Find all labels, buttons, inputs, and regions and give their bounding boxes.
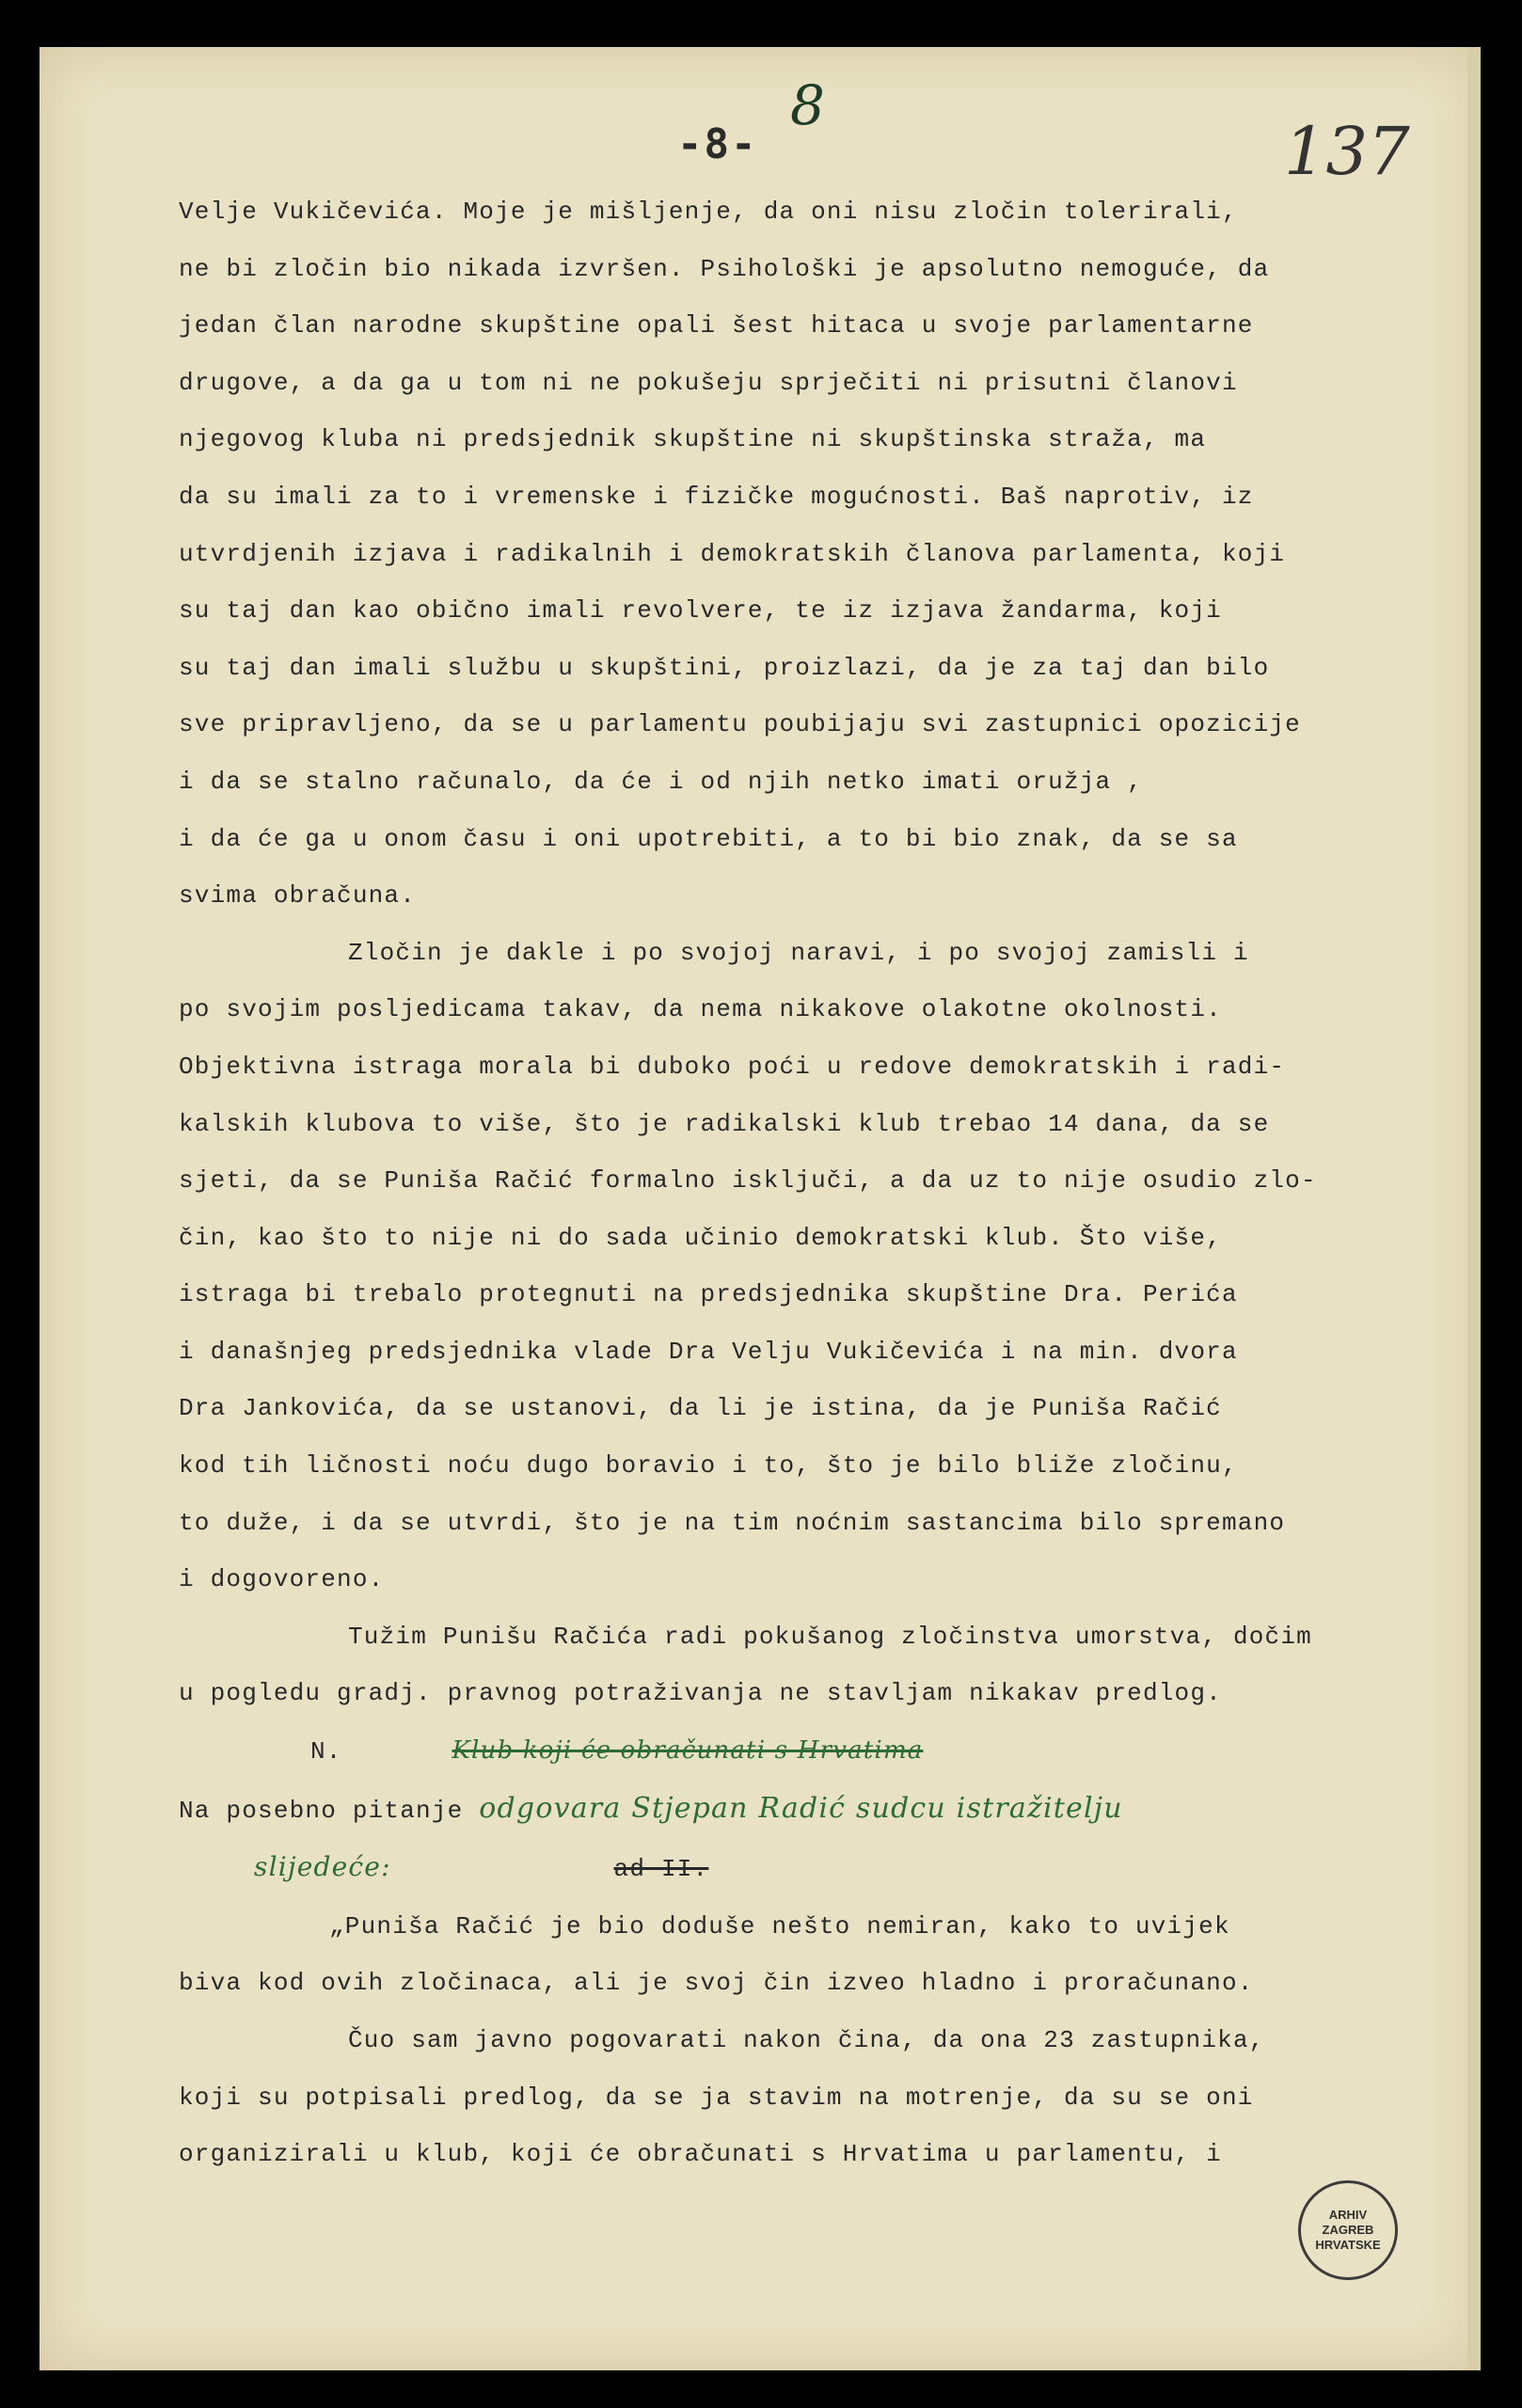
sub-heading: ad II. <box>613 1855 709 1884</box>
text-line: i današnjeg predsjednika vlade Dra Velju Vukičevića i na min. dvora <box>179 1337 1238 1366</box>
text-line: po svojim posljedicama takav, da nema nikakove olakotne okolnosti. <box>179 995 1222 1024</box>
text-line: i da se stalno računalo, da će i od njih netko imati oružja , <box>179 767 1143 796</box>
answer-continuation <box>179 1839 1383 1898</box>
text-line: sve pripravljeno, da se u parlamentu poubijaju svi zastupnici opozicije <box>179 710 1301 739</box>
text-line: kod tih ličnosti noću dugo boravio i to, što je bilo bliže zločinu, <box>179 1451 1238 1481</box>
archive-stamp <box>1298 2180 1398 2280</box>
text-line: Dra Jankovića, da se ustanovi, da li je istina, da je Puniša Račić <box>179 1394 1222 1423</box>
text-line: biva kod ovih zločinaca, ali je svoj čin izveo hladno i proračunano. <box>179 1969 1254 1998</box>
stamp-top-text: ARHIV <box>1328 2208 1368 2222</box>
handwritten-struck-note: Klub koji će obračunati s Hrvatima <box>452 1736 924 1766</box>
document-body <box>179 183 1383 2183</box>
question-line <box>179 1781 1383 1840</box>
text-line: drugove, a da ga u tom ni ne pokušeju sprječiti ni prisutni članovi <box>179 368 1238 397</box>
text-line: organizirali u klub, koji će obračunati s Hrvatima u parlamentu, i <box>179 2140 1222 2169</box>
handwritten-answer: odgovara Stjepan Radić sudcu istražitelju <box>479 1791 1123 1825</box>
text-line: kalskih klubova to više, što je radikalski klub trebao 14 dana, da se <box>179 1109 1270 1138</box>
text-line: sjeti, da se Puniša Račić formalno isključi, a da uz to nije osudio zlo- <box>179 1166 1317 1196</box>
folio-number: 137 <box>1284 113 1410 190</box>
text-line: su taj dan kao obično imali revolvere, te iz izjava žandarma, koji <box>179 596 1222 626</box>
paragraph-4 <box>179 1898 1383 2012</box>
typed-page-marker: -8- <box>677 120 758 168</box>
text-line: njegovog kluba ni predsjednik skupštine ni skupštinska straža, ma <box>179 425 1207 454</box>
text-line: to duže, i da se utvrdi, što je na tim noćnim sastancima bilo spremano <box>179 1508 1286 1537</box>
text-line: jedan član narodne skupštine opali šest hitaca u svoje parlamentarne <box>179 311 1254 341</box>
text-line: ne bi zločin bio nikada izvršen. Psihološki je apsolutno nemoguće, da <box>179 254 1270 283</box>
text-line: u pogledu gradj. pravnog potraživanja ne stavljam nikakav predlog. <box>179 1679 1222 1708</box>
text-line: čin, kao što to nije ni do sada učinio demokratski klub. Što više, <box>179 1223 1222 1252</box>
paragraph-2 <box>179 925 1383 1608</box>
paragraph-3 <box>179 1608 1383 1722</box>
paragraph-5 <box>179 2012 1383 2183</box>
text-line: Objektivna istraga morala bi duboko poći u redove demokratskih i radi- <box>179 1052 1286 1081</box>
text-line: Velje Vukičevića. Moje je mišljenje, da oni nisu zločin tolerirali, <box>179 198 1238 226</box>
sheet-edge <box>1467 47 1481 2370</box>
text-line: i dogovoreno. <box>179 1565 385 1594</box>
paragraph-1 <box>179 183 1383 925</box>
text-line: koji su potpisali predlog, da se ja stavim na motrenje, da su se oni <box>179 2083 1254 2112</box>
text-line: istraga bi trebalo protegnuti na predsjednika skupštine Dra. Perića <box>179 1280 1238 1309</box>
text-line: Zločin je dakle i po svojoj naravi, i po svojoj zamisli i <box>348 938 1249 967</box>
handwritten-answer-2: slijedeće: <box>254 1851 391 1883</box>
section-number: N. <box>310 1737 342 1766</box>
text-line: „Puniša Račić je bio doduše nešto nemiran, kako to uvijek <box>329 1911 1230 1941</box>
handwritten-page-number: 8 <box>790 73 825 137</box>
stamp-middle-text: ZAGREB <box>1322 2223 1374 2237</box>
question-text: Na posebno pitanje <box>179 1796 464 1825</box>
text-line: Čuo sam javno pogovarati nakon čina, da ona 23 zastupnika, <box>348 2026 1265 2054</box>
text-line: svima obračuna. <box>179 881 417 911</box>
text-line: i da će ga u onom času i oni upotrebiti, a to bi bio znak, da se sa <box>179 824 1238 853</box>
section-label <box>179 1722 1383 1781</box>
text-line: utvrdjenih izjava i radikalnih i demokratskih članova parlamenta, koji <box>179 539 1286 568</box>
text-line: da su imali za to i vremenske i fizičke mogućnosti. Baš naprotiv, iz <box>179 482 1254 511</box>
text-line: su taj dan imali službu u skupštini, proizlazi, da je za taj dan bilo <box>179 653 1270 682</box>
text-line: Tužim Punišu Račića radi pokušanog zločinstva umorstva, dočim <box>348 1622 1312 1651</box>
stamp-bottom-text: HRVATSKE <box>1315 2238 1381 2252</box>
